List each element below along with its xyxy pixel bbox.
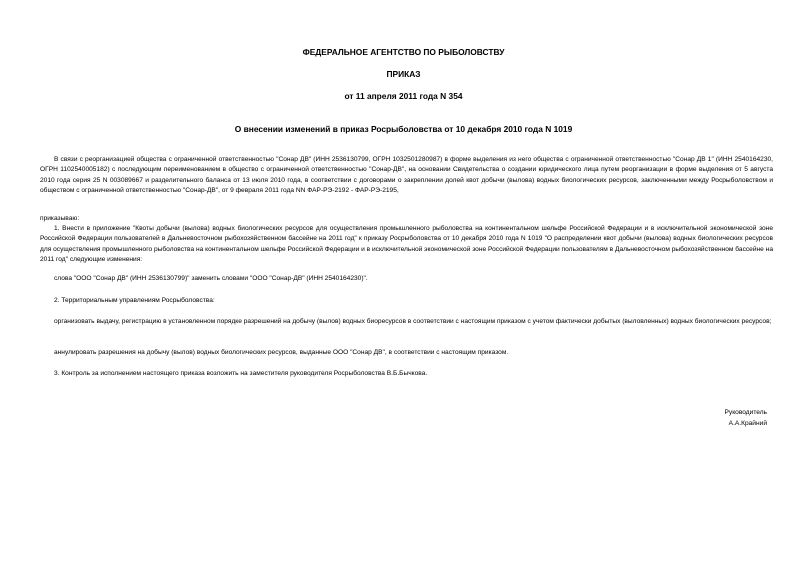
document-type: ПРИКАЗ <box>386 69 421 79</box>
signature-block <box>725 408 767 429</box>
document-title: О внесении изменений в приказ Росрыболовства от 10 декабря 2010 года N 1019 <box>234 124 573 134</box>
document-date-number: от 11 апреля 2011 года N 354 <box>344 91 463 101</box>
item-1-sub-paragraph: слова "ООО "Сонар ДВ" (ИНН 2536130799)" заменить словами "ООО "Сонар-ДВ" (ИНН 2540164230)". <box>54 275 368 282</box>
intro-paragraph: В связи с реорганизацией общества с ограниченной ответственностью "Сонар ДВ" (ИНН 2536130799, ОГРН 1032501280987) в форме выделения из него общества с ограниченной ответственностью "Сонар ДВ 1" (ИНН 2540164230, ОГРН 1102540005182) с последующим переименованием в общество с ограниченной ответственностью "Сонар-ДВ", на основании Свидетельства о создании юридического лица путем реорганизации в форме выделения от 5 августа 2010 года серия 25 N 003089667 и разделительного баланса от 13 июля 2010 года, в соответствии с договорами о закреплении долей квот добычи (вылова) водных биологических ресурсов, заключенными между Росрыболовством и обществом с ограниченной ответственностью "Сонар-ДВ", от 9 февраля 2011 года NN ФАР-РЭ-2192 - ФАР-РЭ-2195, <box>40 156 773 195</box>
item-1-paragraph: 1. Внести в приложение "Квоты добычи (вылова) водных биологических ресурсов для осуществления промышленного рыболовства на континентальном шельфе Российской Федерации и в исключительной экономической зоне Российской Федерации пользователей в Дальневосточном рыбохозяйственном бассейне на 2011 год" к приказу Росрыболовства от 10 декабря 2010 года N 1019 "О распределении квот добычи (вылова) водных биологических ресурсов для осуществления промышленного рыболовства на континентальном шельфе Российской Федерации и в исключительной экономической зоне Российской Федерации пользователям в Дальневосточном рыбохозяйственном бассейне на 2011 год" следующие изменения: <box>40 225 773 264</box>
signature-name: А.А.Крайний <box>728 419 767 427</box>
item-2a-paragraph: организовать выдачу, регистрацию в установленном порядке разрешений на добычу (вылов) водных биоресурсов в соответствии с настоящим приказом с учетом фактически добытых (выловленных) водных биологических ресурсов; <box>54 318 772 325</box>
item-2b-paragraph: аннулировать разрешения на добычу (вылов) водных биологических ресурсов, выданные ООО "Сонар ДВ", в соответствии с настоящим приказом. <box>54 349 509 356</box>
item-3-paragraph: 3. Контроль за исполнением настоящего приказа возложить на заместителя руководителя Росрыболовства В.Б.Бычкова. <box>54 370 428 377</box>
item-2-paragraph: 2. Территориальным управлениям Росрыболовства: <box>54 297 215 304</box>
signature-position: Руководитель <box>724 409 767 416</box>
orders-word: приказываю: <box>40 215 80 222</box>
agency-name: ФЕДЕРАЛЬНОЕ АГЕНТСТВО ПО РЫБОЛОВСТВУ <box>302 47 505 57</box>
